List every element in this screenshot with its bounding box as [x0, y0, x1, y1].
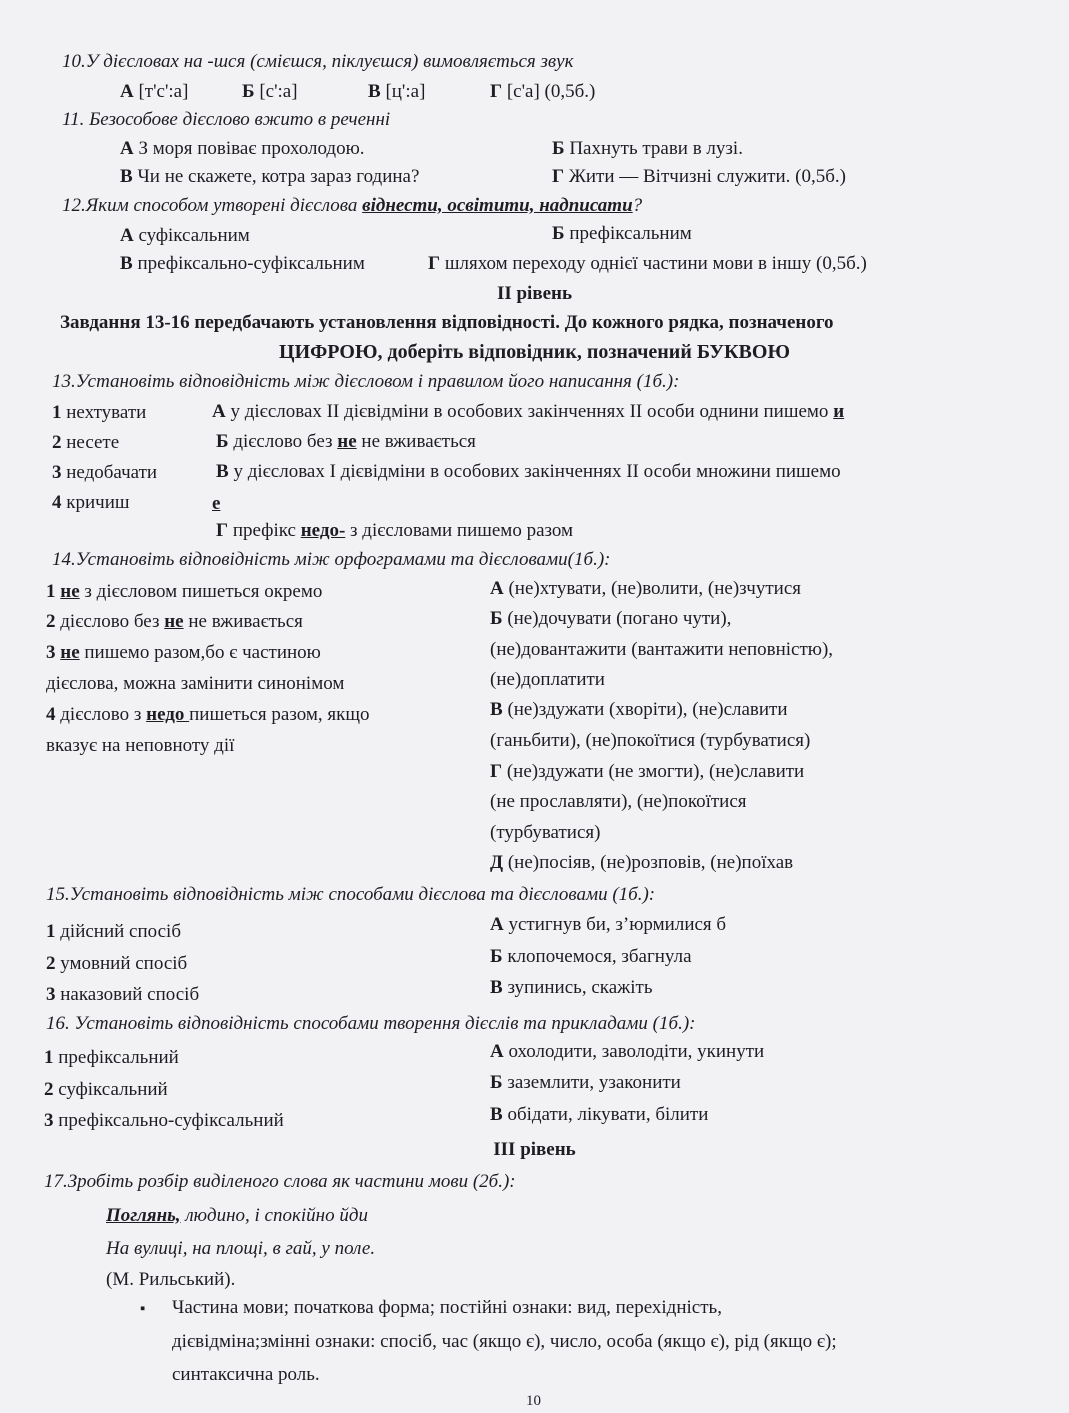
q13-left-1: 1 нехтувати: [52, 402, 147, 423]
q14-right-d-cont1: (не прославляти), (не)покоїтися: [490, 791, 747, 812]
q17-author: (М. Рильський).: [106, 1269, 236, 1290]
q14-right-b-cont2: (не)доплатити: [490, 669, 605, 690]
q14-left-1: 1 не з дієсловом пишеться окремо: [46, 581, 323, 602]
q13-left-3: 3 недобачати: [52, 462, 158, 483]
q14-left-4: 4 дієслово з недо пишеться разом, якщо: [46, 704, 370, 725]
q14-right-c-cont: (ганьбити), (не)покоїтися (турбуватися): [490, 730, 811, 751]
q14-left-2: 2 дієслово без не не вживається: [46, 611, 303, 632]
q14-right-e: Д (не)посіяв, (не)розповів, (не)поїхав: [490, 852, 794, 873]
q16-left-1: 1 префіксальний: [44, 1047, 179, 1068]
q11-option-a: А З моря повіває прохолодою.: [120, 138, 365, 159]
page-number: 10: [526, 1393, 541, 1409]
q15-right-c: В зупинись, скажіть: [490, 977, 653, 998]
q13-left-2: 2 несете: [52, 432, 120, 453]
q15-left-3: 3 наказовий спосіб: [46, 984, 200, 1005]
q17-poem-line1: Поглянь, людино, і спокійно йди: [106, 1205, 368, 1226]
q10-question: 10.У дієсловах на -шся (смієшся, піклуєшся) вимовляється звук: [62, 51, 574, 72]
q16-right-c: В обідати, лікувати, білити: [490, 1104, 709, 1125]
q14-left-4-cont: вказує на неповноту дії: [46, 735, 235, 756]
q12-option-c: В префіксально-суфіксальним: [120, 253, 365, 274]
q13-rule-d: Г префікс недо- з дієсловами пишемо разом: [216, 520, 574, 541]
q16-right-a: А охолодити, заволодіти, укинути: [490, 1041, 765, 1062]
q12-target-words: віднести, освітити, надписати: [362, 195, 633, 216]
q15-left-2: 2 умовний спосіб: [46, 953, 188, 974]
q17-task-line2: дієвідміна;змінні ознаки: спосіб, час (якщо є), число, особа (якщо є), рід (якщо є);: [172, 1331, 837, 1352]
q10-option-d: Г [с'а] (0,5б.): [490, 81, 596, 102]
q10-option-c: В [ц':а]: [368, 81, 426, 102]
q17-highlighted-word: Поглянь,: [106, 1205, 181, 1226]
q14-right-a: А (не)хтувати, (не)волити, (не)зчутися: [490, 578, 801, 599]
level2-instruction-line1: Завдання 13-16 передбачають установлення відповідності. До кожного рядка, позначеного: [60, 312, 834, 333]
q13-rule-a: А у дієсловах ІІ дієвідміни в особових закінченнях ІІ особи однини пишемо и: [212, 401, 845, 422]
level2-heading: ІІ рівень: [496, 283, 573, 304]
q14-left-3-cont: дієслова, можна замінити синонімом: [46, 673, 345, 694]
q14-question: 14.Установіть відповідність між орфограмами та дієсловами(1б.):: [52, 549, 611, 570]
q14-right-d-cont2: (турбуватися): [490, 822, 601, 843]
q16-left-2: 2 суфіксальний: [44, 1079, 168, 1100]
level2-instruction-line2: ЦИФРОЮ, доберіть відповідник, позначений БУКВОЮ: [279, 341, 790, 363]
q11-option-c: В Чи не скажете, котра зараз година?: [120, 166, 420, 187]
q13-left-4: 4 кричиш: [52, 492, 130, 513]
q16-question: 16. Установіть відповідність способами творення дієслів та прикладами (1б.):: [46, 1013, 696, 1034]
q12-question: 12.Яким способом утворені дієслова віднести, освітити, надписати?: [62, 195, 643, 216]
q15-right-b: Б клопочемося, збагнула: [490, 946, 692, 967]
q10-option-a: А [т'с':а]: [120, 81, 189, 102]
q13-question: 13.Установіть відповідність між дієсловом і правилом його написання (1б.):: [52, 371, 680, 392]
q14-right-b: Б (не)дочувати (погано чути),: [490, 608, 732, 629]
q12-option-d: Г шляхом переходу однієї частини мови в іншу (0,5б.): [428, 253, 867, 274]
q12-option-a: А суфіксальним: [120, 225, 250, 246]
q14-right-c: В (не)здужати (хворіти), (не)славити: [490, 699, 788, 720]
q17-task-line1: Частина мови; початкова форма; постійні ознаки: вид, перехідність,: [172, 1297, 722, 1318]
q16-left-3: 3 префіксально-суфіксальний: [44, 1110, 284, 1131]
q14-right-b-cont1: (не)довантажити (вантажити неповністю),: [490, 639, 834, 660]
q15-left-1: 1 дійсний спосіб: [46, 921, 182, 942]
q13-rule-c: В у дієсловах І дієвідміни в особових закінченнях ІІ особи множини пишемо: [216, 461, 841, 482]
q16-right-b: Б заземлити, узаконити: [490, 1072, 681, 1093]
q13-rule-b: Б дієслово без не не вживається: [216, 431, 476, 452]
q17-poem-line2: На вулиці, на площі, в гай, у поле.: [106, 1238, 376, 1259]
q11-option-b: Б Пахнуть трави в лузі.: [552, 138, 743, 159]
q12-option-b: Б префіксальним: [552, 223, 692, 244]
q10-option-b: Б [с':а]: [242, 81, 298, 102]
q11-question: 11. Безособове дієслово вжито в реченні: [62, 109, 391, 130]
q11-option-d: Г Жити — Вітчизні служити. (0,5б.): [552, 166, 846, 187]
q14-right-d: Г (не)здужати (не змогти), (не)славити: [490, 761, 805, 782]
q17-question: 17.Зробіть розбір виділеного слова як частини мови (2б.):: [44, 1171, 516, 1192]
bullet-icon: ▪: [140, 1301, 146, 1317]
level3-heading: ІІІ рівень: [493, 1139, 576, 1160]
q17-task-line3: синтаксична роль.: [172, 1364, 320, 1385]
q15-right-a: А устигнув би, з’юрмилися б: [490, 914, 727, 935]
q13-rule-c-mark: е: [212, 493, 221, 514]
q14-left-3: 3 не пишемо разом,бо є частиною: [46, 642, 321, 663]
q15-question: 15.Установіть відповідність між способами дієслова та дієсловами (1б.):: [46, 884, 656, 905]
